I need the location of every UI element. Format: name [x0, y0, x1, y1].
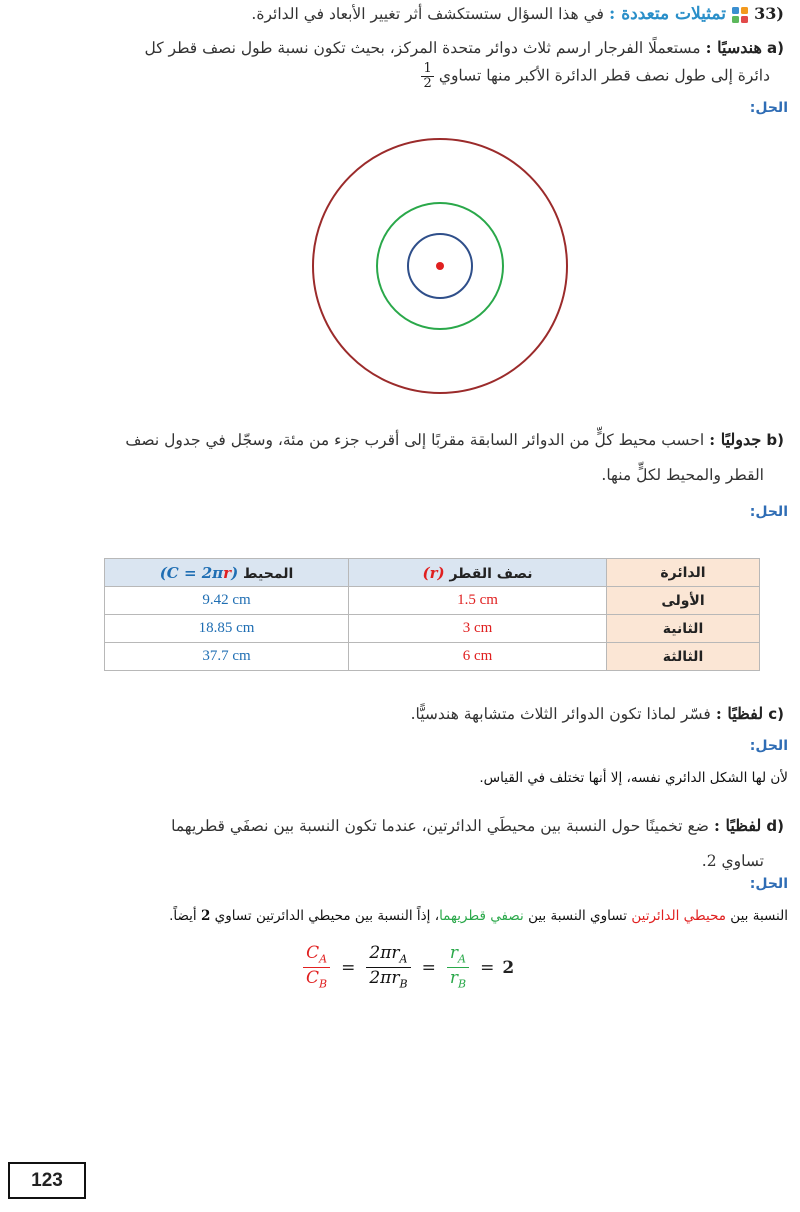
multiple-representations-icon	[731, 6, 749, 24]
formula-ratio-fraction	[366, 944, 410, 991]
question-intro: في هذا السؤال ستستكشف أثر تغيير الأبعاد في الدائرة.	[251, 5, 604, 23]
equation-result: 2	[502, 957, 515, 978]
part-c-line	[4, 704, 784, 723]
answer-radii: نصفي قطريهما	[439, 908, 524, 924]
eq-num: $C_A$	[303, 944, 330, 968]
part-a-text-1: مستعملًا الفرجار ارسم ثلاث دوائر متحدة المركز، بحيث تكون نسبة طول نصف قطر كل	[144, 39, 701, 57]
part-d-text-1: ضع تخمينًا حول النسبة بين محيطَي الدائرتين، عندما تكون النسبة بين نصفَي قطريهما	[171, 817, 709, 835]
eq-den: $r_B$	[449, 968, 467, 991]
answer-part: النسبة بين	[726, 908, 788, 924]
answer-circumferences: محيطي الدائرتين	[631, 908, 727, 924]
part-c-label: لفظيًا :	[715, 704, 764, 723]
part-b-letter: b)	[766, 431, 784, 449]
question-number: 33)	[754, 4, 784, 23]
radius-ratio-fraction	[447, 944, 469, 991]
table-row	[105, 587, 760, 615]
part-c-solution-label: الحل:	[749, 738, 788, 754]
subscript: A	[319, 952, 328, 966]
part-b-line1	[4, 430, 784, 449]
eq-den: $C_B$	[306, 968, 328, 991]
subscript: B	[457, 977, 467, 991]
formula-r: r	[223, 563, 232, 582]
equals-sign: =	[480, 957, 495, 978]
center-point	[436, 262, 444, 270]
radius-symbol: (r)	[422, 563, 445, 582]
header-radius-symbol	[422, 564, 444, 582]
circumference-formula	[160, 564, 238, 582]
part-d-answer	[169, 908, 788, 924]
row-name: الثالثة	[607, 643, 760, 671]
one-half-fraction	[421, 62, 433, 90]
equals-sign: =	[341, 957, 356, 978]
row-circumference: 9.42 cm	[105, 587, 349, 615]
header-circle: الدائرة	[607, 559, 760, 587]
part-c-answer: لأن لها الشكل الدائري نفسه، إلا أنها تختلف في القياس.	[479, 770, 788, 786]
part-a-solution-label: الحل:	[749, 100, 788, 116]
circumference-ratio-fraction	[303, 944, 330, 991]
row-circumference: 18.85 cm	[105, 615, 349, 643]
subscript: A	[399, 952, 408, 966]
subscript: B	[319, 977, 328, 991]
part-b-text-1: احسب محيط كلٍّ من الدوائر السابقة مقربًا إلى أقرب جزء من مئة، وسجّل في جدول نصف	[125, 431, 705, 449]
row-radius: 3 cm	[349, 615, 607, 643]
row-radius: 1.5 cm	[349, 587, 607, 615]
header-radius-label: نصف القطر	[449, 565, 533, 582]
header-circumference	[105, 559, 349, 587]
eq-num: $2\pi r_A$	[366, 944, 410, 968]
part-a-line2	[10, 62, 770, 90]
part-d-letter: d)	[766, 817, 784, 835]
part-c-letter: c)	[768, 705, 784, 723]
part-d-label: لفظيًا :	[714, 816, 762, 835]
row-circumference: 37.7 cm	[105, 643, 349, 671]
part-a-label: هندسيًا :	[705, 38, 762, 57]
subscript: A	[458, 952, 466, 966]
part-b-solution-label: الحل:	[749, 504, 788, 520]
circles-table	[104, 558, 760, 671]
row-radius: 6 cm	[349, 643, 607, 671]
eq-den: $2\pi r_B$	[369, 968, 408, 991]
part-d-line1	[4, 816, 784, 835]
header-circumference-label: المحيط	[243, 565, 294, 582]
part-a-line1	[4, 38, 784, 57]
part-b-label: جدوليًا :	[709, 430, 762, 449]
formula-left: (C = 2π	[159, 563, 224, 582]
row-name: الأولى	[607, 587, 760, 615]
answer-part: تساوي النسبة بين	[523, 908, 632, 924]
fraction-numerator: 1	[423, 61, 432, 76]
formula-right: )	[231, 563, 239, 582]
table-header-row	[105, 559, 760, 587]
part-d-text-2: تساوي 2.	[701, 852, 764, 870]
part-d-solution-label: الحل:	[749, 876, 788, 892]
answer-part: ، إذاً النسبة بين محيطي الدائرتين تساوي	[210, 908, 440, 924]
eq-num: $r_A$	[447, 944, 469, 968]
header-radius	[349, 559, 607, 587]
fraction-denominator: 2	[423, 75, 432, 91]
equals-sign: =	[421, 957, 436, 978]
table-row	[105, 643, 760, 671]
ratio-equation	[300, 944, 514, 991]
answer-part: أيضاً.	[169, 908, 201, 924]
part-a-text-2: دائرة إلى طول نصف قطر الدائرة الأكبر منها تساوي	[438, 66, 770, 85]
table-row	[105, 615, 760, 643]
concentric-circles-diagram	[300, 126, 580, 406]
part-b-text-2: القطر والمحيط لكلٍّ منها.	[601, 466, 764, 484]
answer-ratio: 2	[200, 908, 211, 924]
part-c-question: فسّر لماذا تكون الدوائر الثلاث متشابهة هندسيًّا.	[410, 705, 711, 723]
row-name: الثانية	[607, 615, 760, 643]
subscript: B	[399, 977, 408, 991]
question-title: تمثيلات متعددة :	[609, 4, 726, 24]
question-header	[4, 4, 784, 24]
part-a-letter: a)	[767, 39, 784, 57]
page-number: 123	[8, 1162, 86, 1199]
